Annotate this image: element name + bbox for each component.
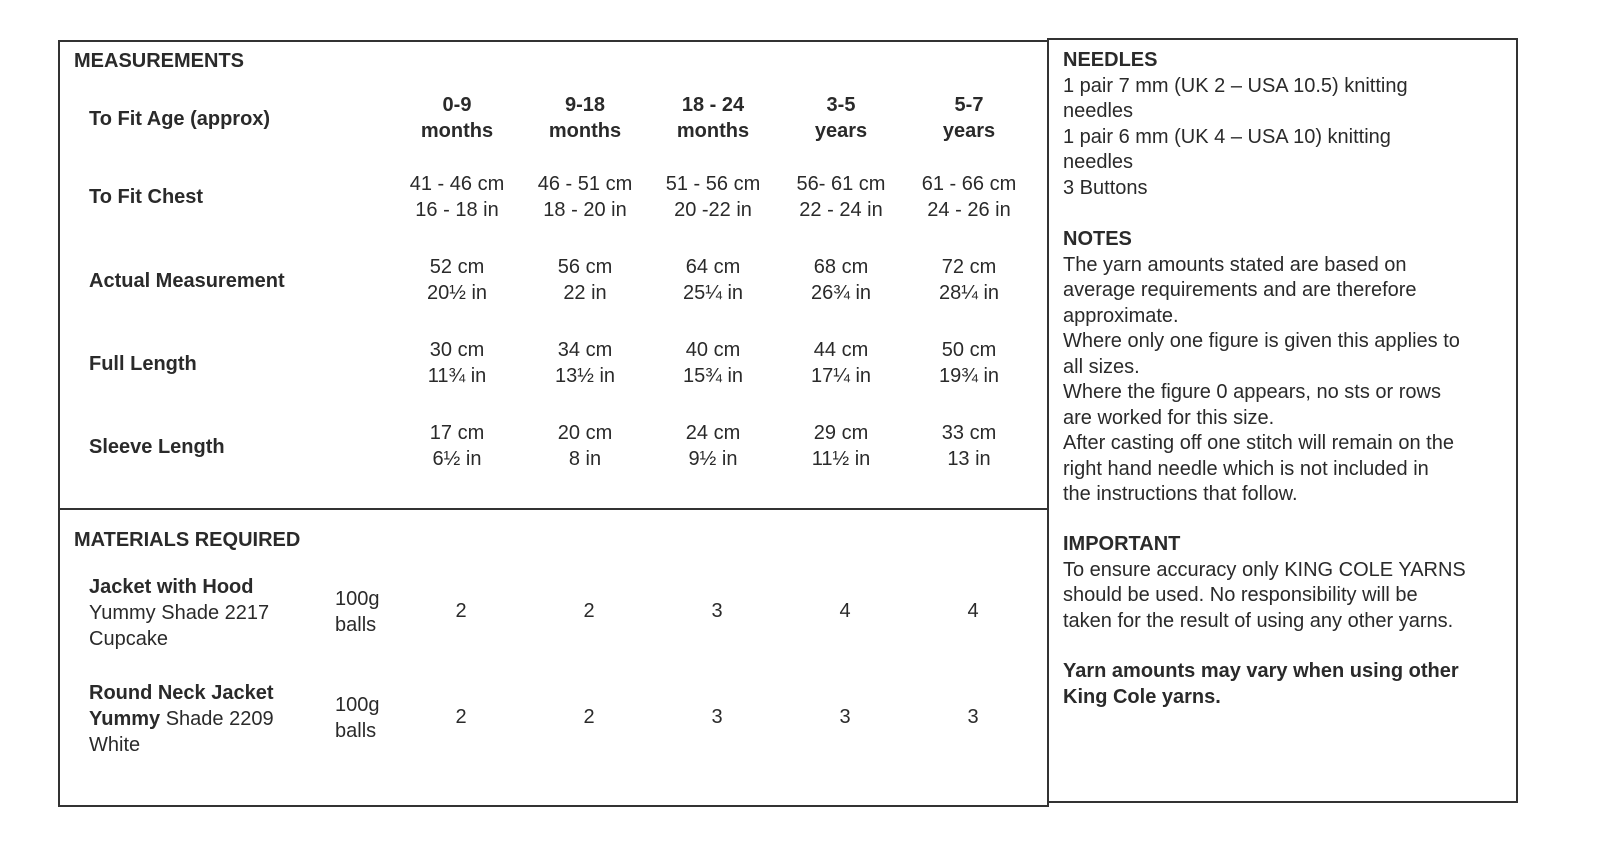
row-label-actual: Actual Measurement bbox=[89, 270, 285, 292]
table-cell: 24 cm 9½ in bbox=[685, 422, 741, 470]
table-cell: 64 cm 25¼ in bbox=[682, 256, 744, 304]
row-label-age: To Fit Age (approx) bbox=[89, 108, 271, 130]
material-unit: 100g balls bbox=[335, 694, 380, 742]
table-cell: 61 - 66 cm 24 - 26 in bbox=[921, 173, 1017, 221]
quantity-cell: 3 bbox=[839, 706, 851, 728]
quantity-cell: 4 bbox=[839, 600, 851, 622]
material-color: Cupcake bbox=[89, 628, 168, 650]
important-section: IMPORTANT To ensure accuracy only KING COLE YARNS should be used. No responsibility will be taken for the result of using any other yarns. bbox=[1063, 532, 1513, 634]
table-cell: 40 cm 15¾ in bbox=[682, 339, 744, 387]
quantity-cell: 3 bbox=[711, 600, 723, 622]
table-cell: 34 cm 13½ in bbox=[554, 339, 616, 387]
materials-heading: MATERIALS REQUIRED bbox=[74, 529, 301, 551]
row-label-sleeve: Sleeve Length bbox=[89, 436, 225, 458]
table-cell: 20 cm 8 in bbox=[557, 422, 613, 470]
size-header: 9-18 months bbox=[548, 94, 622, 142]
measurements-heading: MEASUREMENTS bbox=[74, 50, 245, 72]
quantity-cell: 3 bbox=[711, 706, 723, 728]
quantity-cell: 2 bbox=[455, 706, 467, 728]
quantity-cell: 2 bbox=[455, 600, 467, 622]
needles-section: NEEDLES 1 pair 7 mm (UK 2 – USA 10.5) knitting needles 1 pair 6 mm (UK 4 – USA 10) knitting needles 3 Buttons bbox=[1063, 48, 1513, 201]
quantity-cell: 2 bbox=[583, 706, 595, 728]
table-cell: 44 cm 17¼ in bbox=[810, 339, 872, 387]
table-cell: 41 - 46 cm 16 - 18 in bbox=[409, 173, 505, 221]
quantity-cell: 2 bbox=[583, 600, 595, 622]
row-label-length: Full Length bbox=[89, 353, 197, 375]
size-header: 5-7 years bbox=[942, 94, 996, 142]
table-cell: 68 cm 26¾ in bbox=[810, 256, 872, 304]
table-cell: 30 cm 11¾ in bbox=[427, 339, 487, 387]
material-yarn: Yummy Shade 2217 bbox=[89, 602, 270, 624]
size-header: 18 - 24 months bbox=[676, 94, 750, 142]
table-cell: 51 - 56 cm 20 -22 in bbox=[665, 173, 761, 221]
quantity-cell: 3 bbox=[967, 706, 979, 728]
material-item bbox=[89, 574, 269, 652]
material-name: Round Neck Jacket bbox=[89, 682, 274, 704]
section-divider bbox=[59, 508, 1048, 510]
notes-heading: NOTES bbox=[1063, 228, 1132, 250]
material-name: Jacket with Hood bbox=[89, 576, 254, 598]
material-item bbox=[89, 680, 274, 758]
table-cell: 33 cm 13 in bbox=[941, 422, 997, 470]
table-cell: 29 cm 11½ in bbox=[811, 422, 871, 470]
yarn-warning: Yarn amounts may vary when using other King Cole yarns. bbox=[1063, 660, 1459, 708]
needles-heading: NEEDLES bbox=[1063, 49, 1158, 71]
table-cell: 50 cm 19¾ in bbox=[938, 339, 1000, 387]
size-header: 0-9 months bbox=[420, 94, 494, 142]
table-cell: 46 - 51 cm 18 - 20 in bbox=[537, 173, 633, 221]
material-yarn: Yummy Shade 2209 bbox=[89, 708, 274, 730]
table-cell: 17 cm 6½ in bbox=[429, 422, 485, 470]
table-cell: 52 cm 20½ in bbox=[426, 256, 488, 304]
important-heading: IMPORTANT bbox=[1063, 533, 1181, 555]
table-cell: 56 cm 22 in bbox=[557, 256, 613, 304]
table-cell: 72 cm 28¼ in bbox=[938, 256, 1000, 304]
material-color: White bbox=[89, 734, 141, 756]
quantity-cell: 4 bbox=[967, 600, 979, 622]
notes-section: NOTES The yarn amounts stated are based on average requirements and are therefore approximate. Where only one figure is given this applies to all sizes. Where the figure 0 appears, no sts or rows are worked for this size. After casting off one stitch will remain on the right hand needle which is not included in the instructions that follow. bbox=[1063, 227, 1513, 508]
table-cell: 56- 61 cm 22 - 24 in bbox=[796, 173, 886, 221]
row-label-chest: To Fit Chest bbox=[89, 186, 204, 208]
material-unit: 100g balls bbox=[335, 588, 380, 636]
size-header: 3-5 years bbox=[814, 94, 868, 142]
